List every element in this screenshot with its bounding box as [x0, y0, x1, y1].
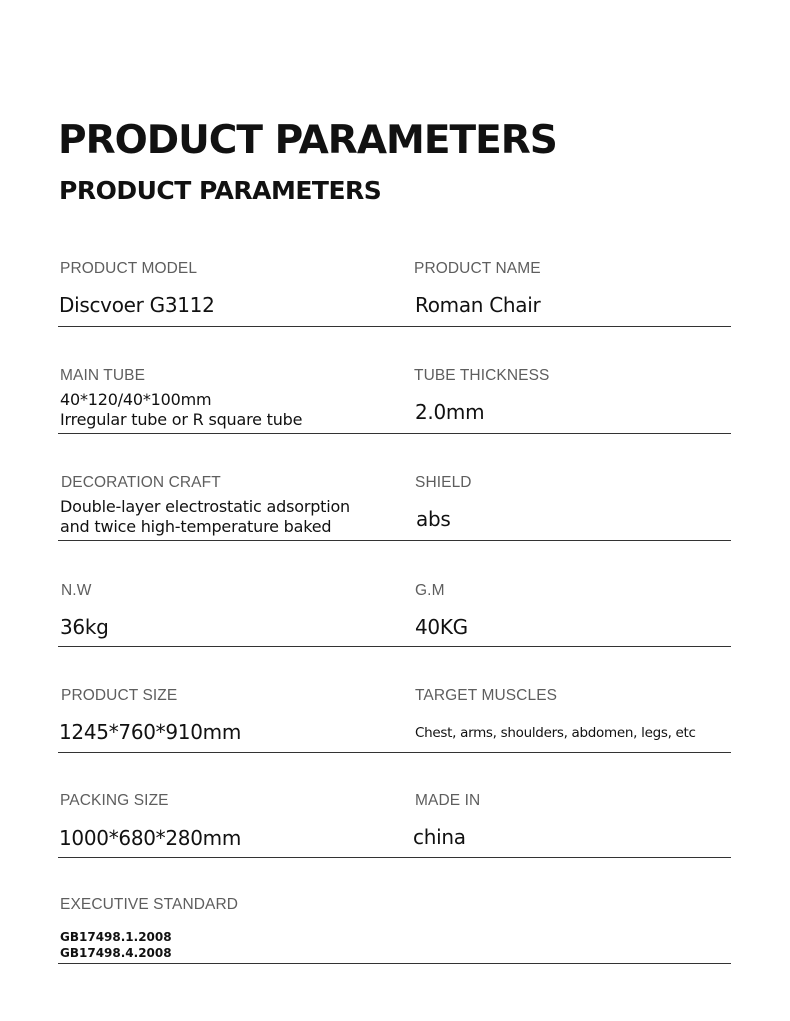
- product-size-label: PRODUCT SIZE: [61, 687, 178, 704]
- params-row-size-muscles: [58, 685, 731, 755]
- tube-thickness-label: TUBE THICKNESS: [414, 367, 550, 384]
- page-title: PRODUCT PARAMETERS: [58, 118, 557, 163]
- main-tube-value-line1: 40*120/40*100mm: [60, 390, 212, 409]
- tube-thickness-value: 2.0mm: [415, 400, 485, 424]
- product-model-label: PRODUCT MODEL: [60, 260, 198, 277]
- page-subtitle: PRODUCT PARAMETERS: [59, 176, 382, 205]
- main-tube-label: MAIN TUBE: [60, 367, 146, 384]
- decoration-craft-value-line1: Double-layer electrostatic adsorption: [60, 497, 350, 516]
- product-name-value: Roman Chair: [415, 293, 541, 317]
- product-model-value: Discvoer G3112: [59, 293, 215, 317]
- row-divider: [58, 857, 731, 858]
- product-size-value: 1245*760*910mm: [59, 720, 242, 744]
- shield-label: SHIELD: [415, 474, 472, 491]
- net-weight-label: N.W: [61, 582, 92, 599]
- main-tube-value-line2: Irregular tube or R square tube: [60, 410, 303, 429]
- params-row-craft-shield: [58, 472, 731, 542]
- row-divider: [58, 646, 731, 647]
- row-divider: [58, 752, 731, 753]
- params-row-standard: [58, 894, 731, 966]
- packing-size-value: 1000*680*280mm: [59, 826, 242, 850]
- executive-standard-value-line1: GB17498.1.2008: [60, 930, 172, 944]
- params-row-tube: [58, 365, 731, 435]
- row-divider: [58, 326, 731, 327]
- target-muscles-label: TARGET MUSCLES: [415, 687, 558, 704]
- row-divider: [58, 540, 731, 541]
- params-row-packing-origin: [58, 790, 731, 860]
- product-name-label: PRODUCT NAME: [414, 260, 541, 277]
- row-divider: [58, 963, 731, 964]
- params-row-model-name: [58, 258, 731, 328]
- executive-standard-value-line2: GB17498.4.2008: [60, 946, 172, 960]
- row-divider: [58, 433, 731, 434]
- params-row-weight: [58, 580, 731, 650]
- shield-value: abs: [416, 507, 451, 531]
- gross-weight-value: 40KG: [415, 615, 468, 639]
- decoration-craft-label: DECORATION CRAFT: [61, 474, 221, 491]
- gross-weight-label: G.M: [415, 582, 445, 599]
- executive-standard-label: EXECUTIVE STANDARD: [60, 896, 239, 913]
- made-in-value: china: [413, 825, 466, 849]
- packing-size-label: PACKING SIZE: [60, 792, 169, 809]
- made-in-label: MADE IN: [415, 792, 481, 809]
- target-muscles-value: Chest, arms, shoulders, abdomen, legs, etc: [415, 725, 696, 741]
- net-weight-value: 36kg: [60, 615, 109, 639]
- decoration-craft-value-line2: and twice high-temperature baked: [60, 517, 332, 536]
